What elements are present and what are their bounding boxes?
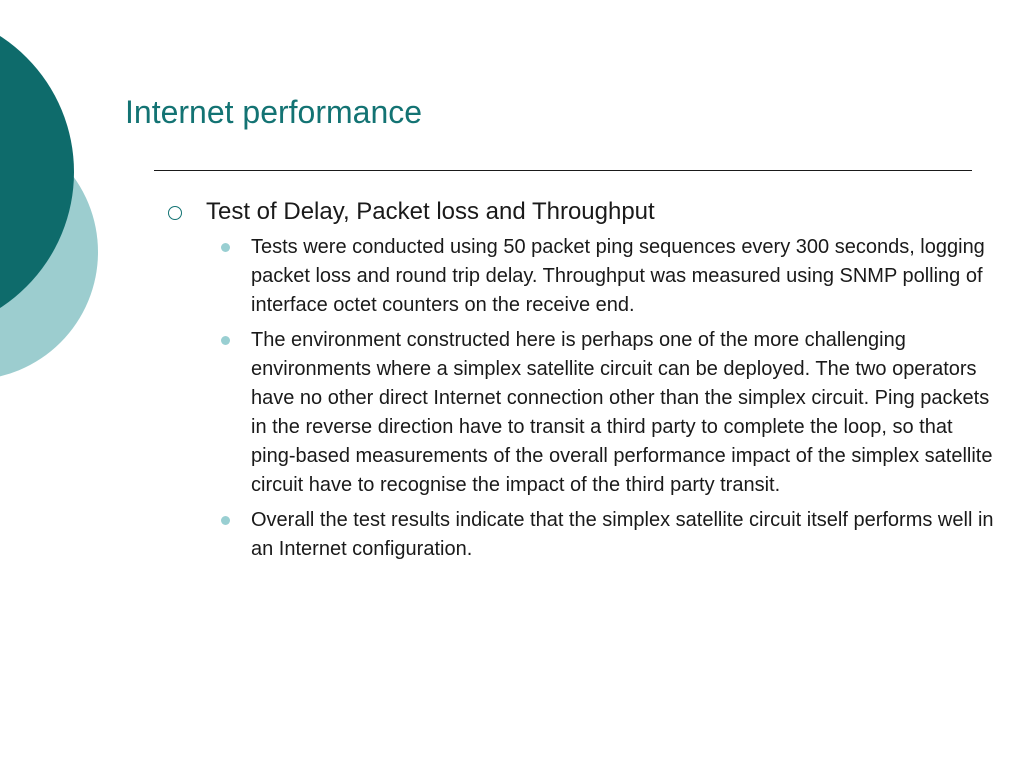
hollow-circle-icon [168,206,182,220]
sub-bullet-text: Tests were conducted using 50 packet ping sequences every 300 seconds, logging packet loss and round trip delay. Throughput was measured using SNMP polling of interface octet counters on the receive end. [251,236,985,316]
title-divider [154,170,972,171]
sub-bullet-text: The environment constructed here is perhaps one of the more challenging environments where a simplex satellite circuit can be deployed. The two operators have no other direct Internet connection other than the simplex circuit. Ping packets in the reverse direction have to transit a third party to complete the loop, so that ping-based measurements of the overall performance impact of the simplex satellite circuit have to recognise the impact of the third party transit. [251,329,993,496]
sub-bullet-item [218,506,1000,564]
slide-title: Internet performance [125,94,423,130]
sub-bullet-text: Overall the test results indicate that the simplex satellite circuit itself performs well in an Internet configuration. [251,509,994,560]
sub-bullet-item [218,233,1000,320]
decorative-circles [0,0,120,420]
bullet-level-1 [168,196,998,228]
bullet-dot-icon [221,516,230,525]
bullet-dot-icon [221,243,230,252]
bullet-level-1-text: Test of Delay, Packet loss and Throughput [206,198,655,225]
sub-bullet-item [218,326,1000,500]
bullet-dot-icon [221,336,230,345]
sub-bullet-list [218,233,1000,570]
